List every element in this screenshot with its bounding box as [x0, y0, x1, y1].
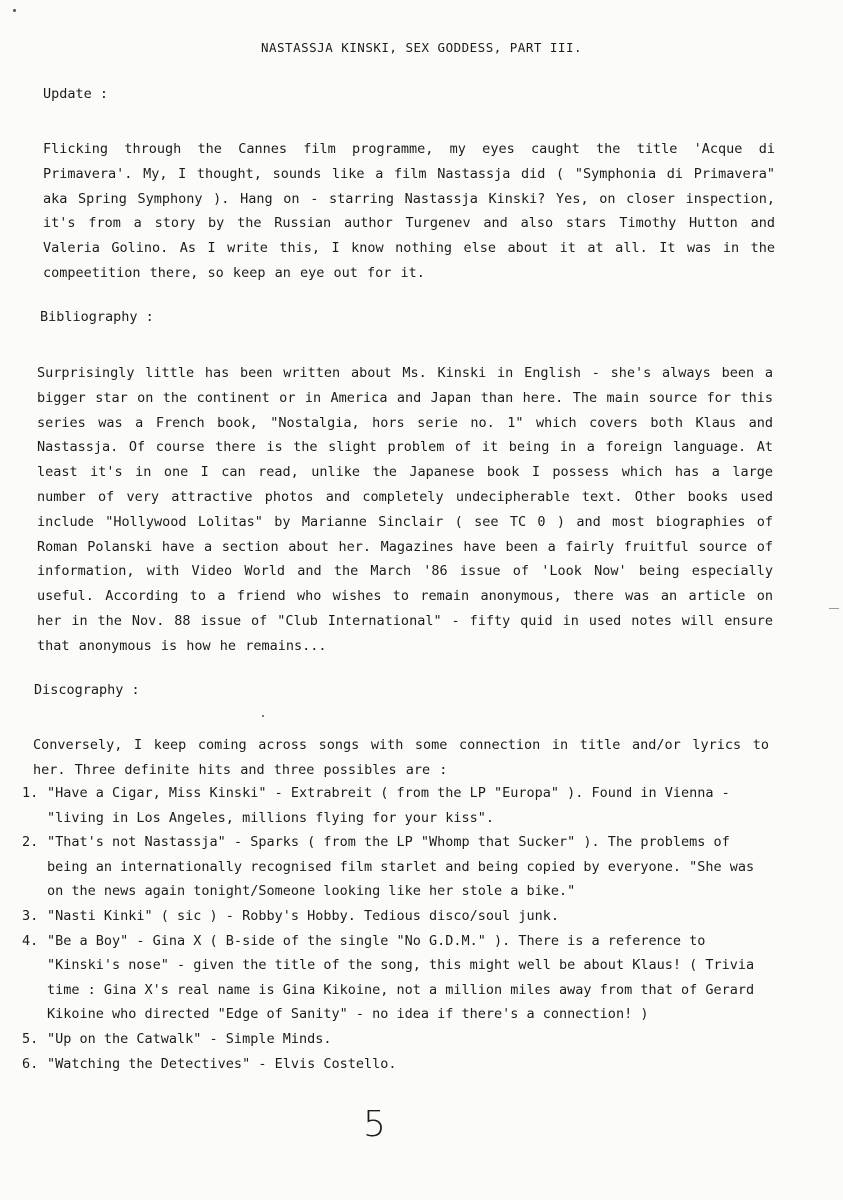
- list-item-number: 4.: [22, 932, 39, 949]
- bibliography-paragraph: [37, 361, 773, 659]
- list-item-number: 2.: [22, 834, 39, 851]
- list-item: [22, 904, 770, 929]
- scan-speck: [13, 9, 16, 12]
- list-item-text: "Be a Boy" - Gina X ( B-side of the single "No G.D.M." ). There is a reference to "Kinski's nose" - given the title of the song, this might well be about Klaus! ( Trivia time : Gina X's real name is Gina Kikoine, not a million miles away from that of Gerard Kikoine who directed "Edge of Sanity" - no idea if there's a connection! ): [47, 932, 755, 1023]
- bibliography-heading: Bibliography :: [40, 309, 154, 325]
- discography-intro-text: Conversely, I keep coming across songs with some connection in title and/or lyrics to her. Three definite hits and three possibles are :: [33, 737, 769, 778]
- list-item-text: "Have a Cigar, Miss Kinski" - Extrabreit ( from the LP "Europa" ). Found in Vienna - "living in Los Angeles, millions flying for your kiss".: [47, 785, 730, 826]
- list-item-number: 3.: [22, 907, 39, 924]
- discography-list: [22, 781, 770, 1076]
- scan-speck: [829, 608, 839, 609]
- discography-heading: Discography :: [34, 682, 140, 698]
- page-number: 5: [363, 1104, 386, 1145]
- page-title: NASTASSJA KINSKI, SEX GODDESS, PART III.: [260, 40, 583, 55]
- update-heading: Update :: [43, 86, 109, 102]
- update-paragraph: [43, 137, 775, 286]
- list-item: [22, 1052, 770, 1077]
- list-item-text: "Nasti Kinki" ( sic ) - Robby's Hobby. Tedious disco/soul junk.: [47, 907, 560, 924]
- bibliography-body: Surprisingly little has been written about Ms. Kinski in English - she's always been a bigger star on the continent or in America and Japan than here. The main source for this series was a French book, "Nostalgia, hors serie no. 1" which covers both Klaus and Nastassja. Of course there is the slight problem of it being in a foreign language. At least it's in one I can read, unlike the Japanese book I possess which has a large number of very attractive photos and completely undecipherable text. Other books used include "Hollywood Lolitas" by Marianne Sinclair ( see TC 0 ) and most biographies of Roman Polanski have a section about her. Magazines have been a fairly fruitful source of information, with Video World and the March '86 issue of 'Look Now' being especially useful. According to a friend who wishes to remain anonymous, there was an article on her in the Nov. 88 issue of "Club International" - fifty quid in used notes will ensure that anonymous is how he remains...: [37, 365, 773, 654]
- list-item-number: 6.: [22, 1055, 39, 1072]
- list-item-text: "Watching the Detectives" - Elvis Costello.: [47, 1055, 397, 1072]
- list-item: [22, 1027, 770, 1052]
- list-item-text: "Up on the Catwalk" - Simple Minds.: [47, 1030, 332, 1047]
- discography-intro: [33, 733, 769, 783]
- list-item: [22, 830, 770, 904]
- list-item-number: 1.: [22, 785, 39, 801]
- update-body: Flicking through the Cannes film programme, my eyes caught the title 'Acque di Primavera'. My, I thought, sounds like a film Nastassja did ( "Symphonia di Primavera" aka Spring Symphony ). Hang on - starring Nastassja Kinski? Yes, on closer inspection, it's from a story by the Russian author Turgenev and also stars Timothy Hutton and Valeria Golino. As I write this, I know nothing else about it at all. It was in the compeetition there, so keep an eye out for it.: [43, 141, 775, 281]
- list-item: [22, 929, 770, 1027]
- scan-speck: [262, 715, 264, 717]
- list-item-number: 5.: [22, 1030, 39, 1047]
- list-item-text: "That's not Nastassja" - Sparks ( from the LP "Whomp that Sucker" ). The problems of being an internationally recognised film starlet and being copied by everyone. "She was on the news again tonight/Someone looking like her stole a bike.": [47, 834, 755, 900]
- list-item: [22, 781, 770, 830]
